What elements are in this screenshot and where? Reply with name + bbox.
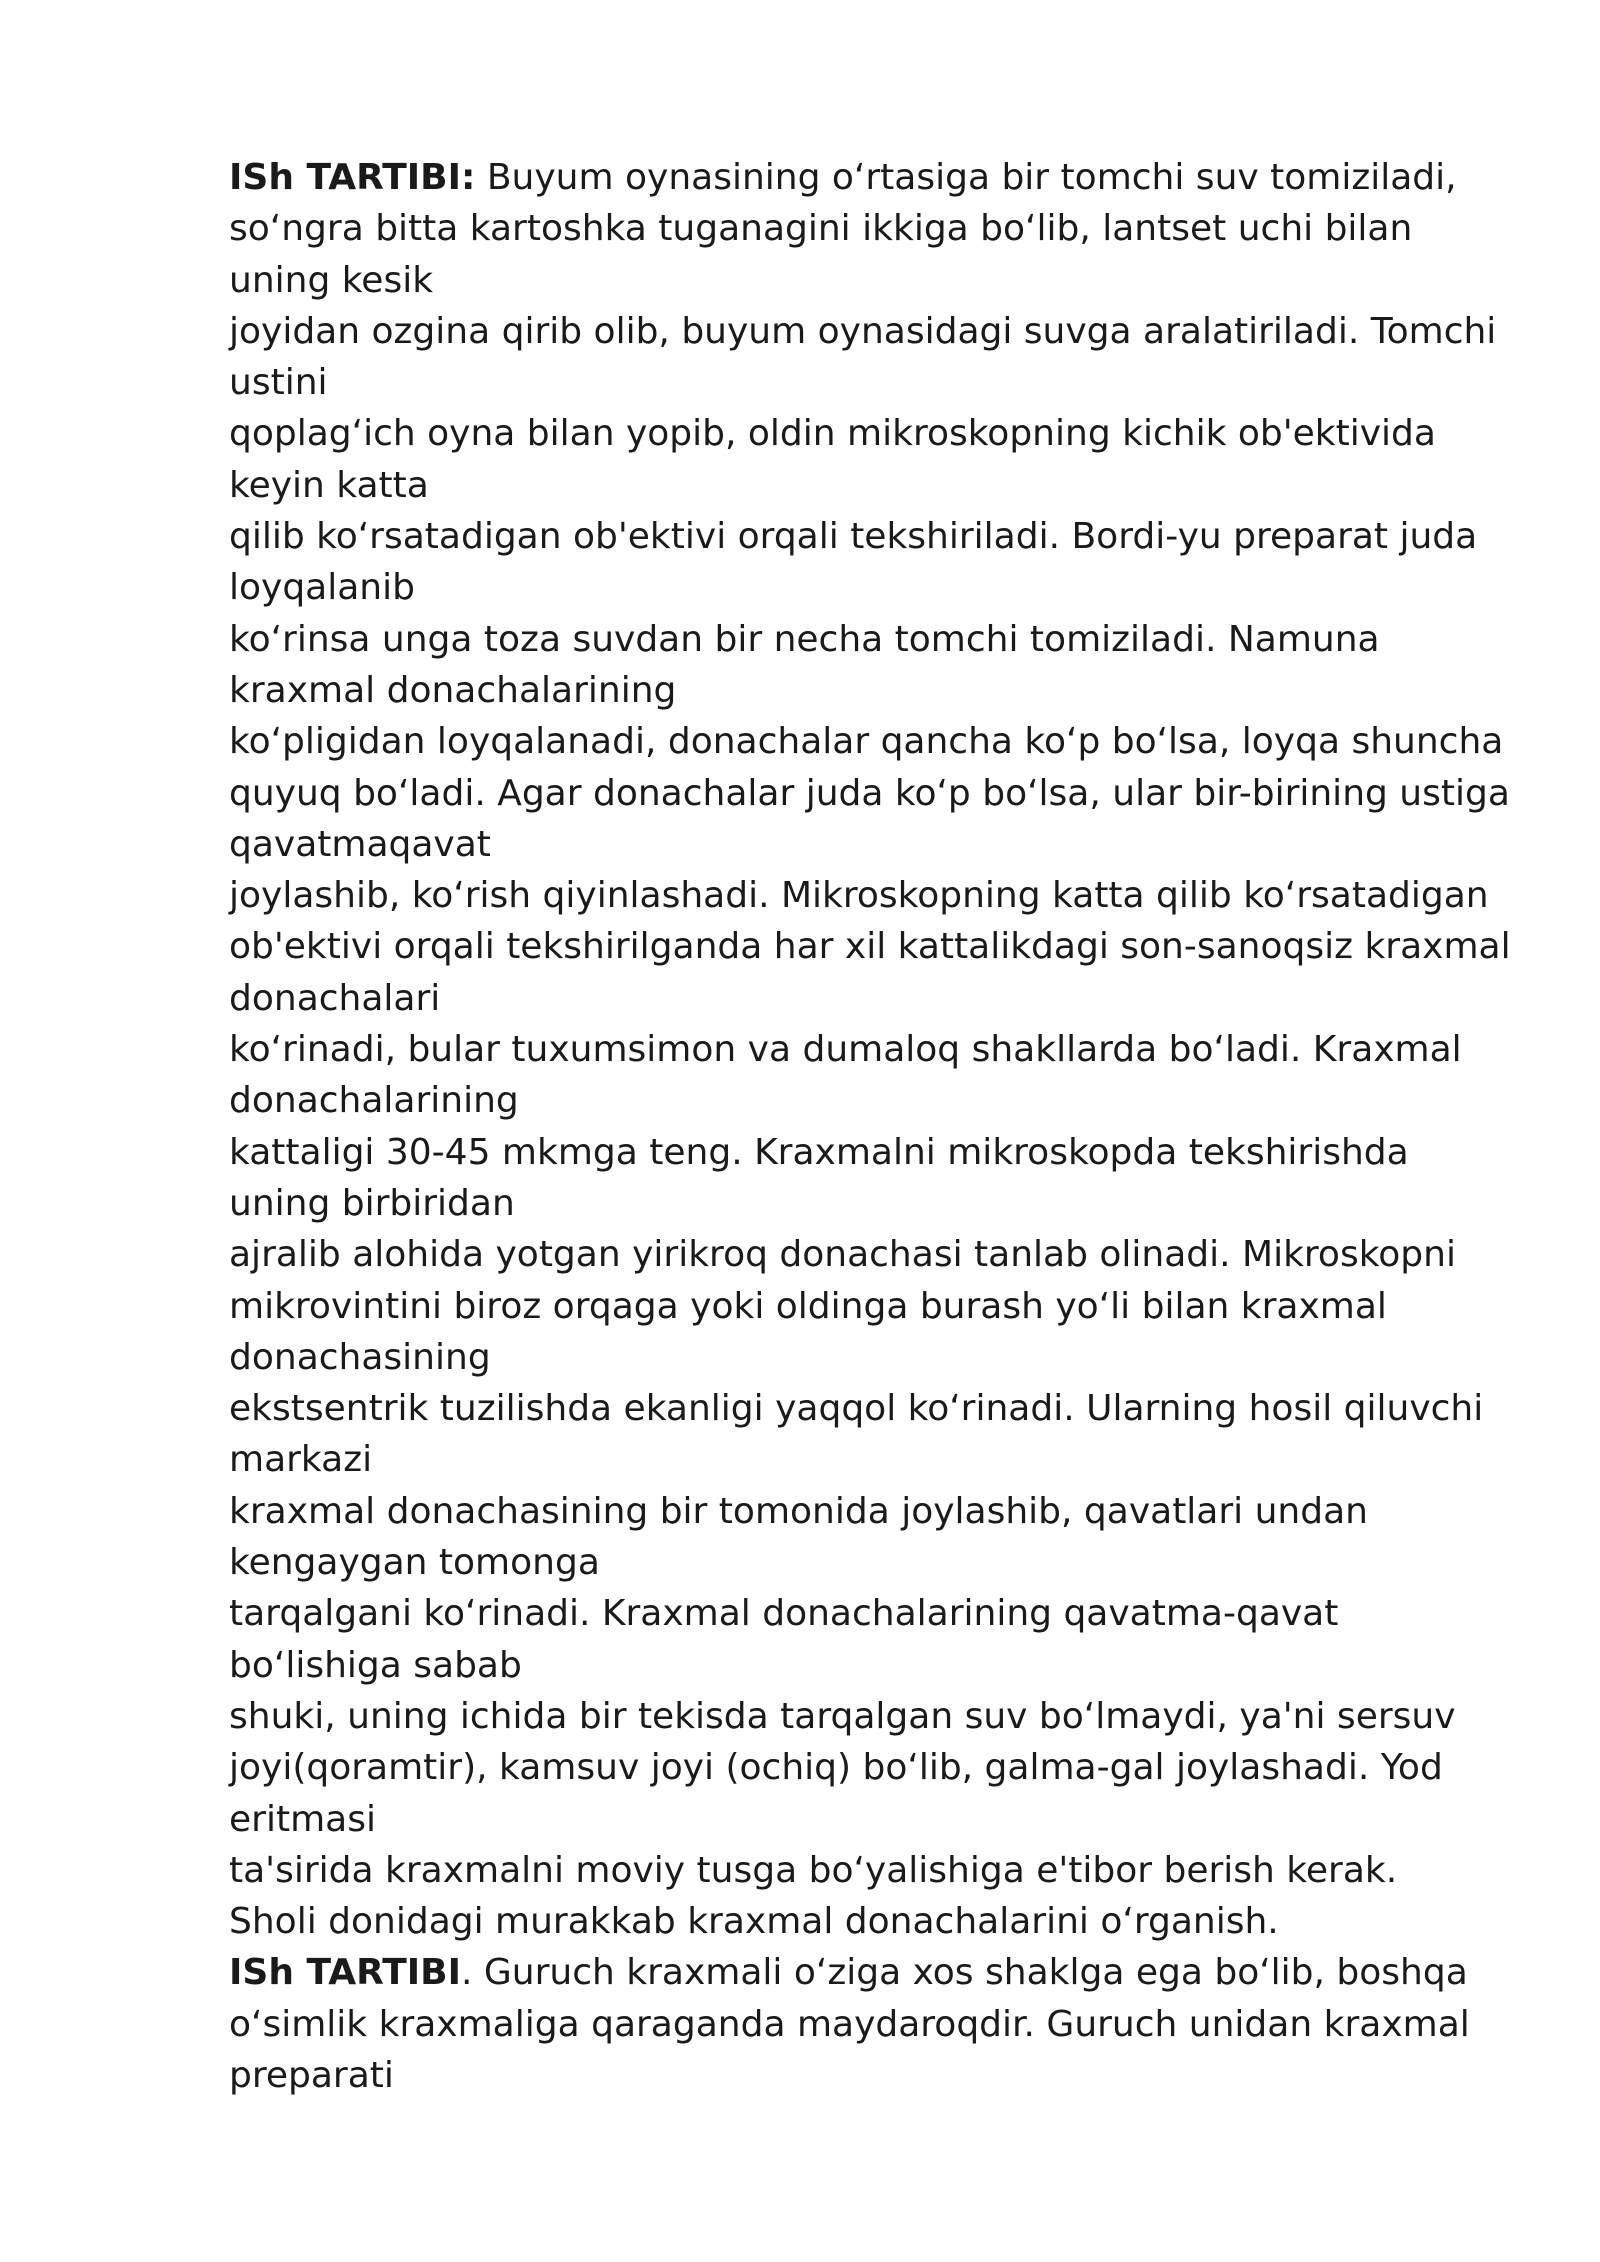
line-text: kattaligi 30-45 mkmga teng. Kraxmalni mikroskopda tekshirishda — [229, 1131, 1409, 1173]
line-text: joyidan ozgina qirib olib, buyum oynasidagi suvga aralatiriladi. Tomchi — [229, 310, 1497, 352]
line-text: tarqalgani ko‘rinadi. Kraxmal donachalarining qavatma-qavat — [229, 1593, 1339, 1635]
text-line — [229, 768, 1529, 819]
text-line — [229, 973, 1529, 1024]
line-text: donachalari — [229, 977, 441, 1019]
text-line — [229, 1024, 1529, 1075]
text-line — [229, 1383, 1529, 1434]
text-line — [229, 1281, 1529, 1332]
line-text: ko‘rinadi, bular tuxumsimon va dumaloq shakllarda bo‘ladi. Kraxmal — [229, 1029, 1462, 1071]
text-line — [229, 716, 1529, 767]
line-text: Buyum oynasining o‘rtasiga bir tomchi suv tomiziladi, — [475, 157, 1457, 198]
line-text: kraxmal donachasining bir tomonida joylashib, qavatlari undan — [229, 1490, 1368, 1532]
text-line — [229, 1332, 1529, 1383]
text-line — [229, 460, 1529, 511]
text-line — [229, 1947, 1529, 1998]
line-text: uning birbiridan — [229, 1182, 515, 1224]
text-line — [229, 1640, 1529, 1691]
text-line — [229, 255, 1529, 306]
line-text: so‘ngra bitta kartoshka tuganagini ikkiga bo‘lib, lantset uchi bilan — [229, 208, 1413, 250]
text-line — [229, 1588, 1529, 1639]
text-line — [229, 1486, 1529, 1537]
text-line — [229, 665, 1529, 716]
line-text: mikrovintini biroz orqaga yoki oldinga burash yo‘li bilan kraxmal — [229, 1285, 1387, 1327]
text-line — [229, 152, 1529, 203]
text-line — [229, 562, 1529, 613]
line-text: donachasining — [229, 1336, 491, 1378]
line-text: bo‘lishiga sabab — [229, 1644, 522, 1686]
line-text: . Guruch kraxmali o‘ziga xos shaklga ega bo‘lib, boshqa — [461, 1952, 1468, 1994]
section-heading: ISh TARTIBI — [229, 1952, 461, 1994]
line-text: ustini — [229, 362, 328, 404]
line-text: kraxmal donachalarining — [229, 669, 677, 711]
line-text: uning kesik — [229, 259, 434, 301]
line-text: donachalarining — [229, 1080, 519, 1122]
text-line — [229, 870, 1529, 921]
line-text: qavatmaqavat — [229, 823, 491, 865]
text-line — [229, 1434, 1529, 1485]
text-line — [229, 1229, 1529, 1280]
text-line — [229, 1691, 1529, 1742]
text-line — [229, 357, 1529, 408]
line-text: qoplag‘ich oyna bilan yopib, oldin mikroskopning kichik ob'ektivida — [229, 413, 1436, 455]
text-line — [229, 1537, 1529, 1588]
text-line — [229, 1178, 1529, 1229]
text-line — [229, 2050, 1529, 2101]
text-line — [229, 819, 1529, 870]
line-text: ko‘pligidan loyqalanadi, donachalar qancha ko‘p bo‘lsa, loyqa shuncha — [229, 721, 1504, 763]
text-line — [229, 1742, 1529, 1793]
text-line — [229, 203, 1529, 254]
text-line — [229, 1896, 1529, 1947]
line-text: kengaygan tomonga — [229, 1542, 600, 1584]
line-text: ta'sirida kraxmalni moviy tusga bo‘yalishiga e'tibor berish kerak. — [229, 1849, 1398, 1891]
line-text: markazi — [229, 1439, 373, 1481]
text-line — [229, 1999, 1529, 2050]
text-line — [229, 511, 1529, 562]
line-text: ko‘rinsa unga toza suvdan bir necha tomchi tomiziladi. Namuna — [229, 618, 1380, 660]
line-text: joylashib, ko‘rish qiyinlashadi. Mikroskopning katta qilib ko‘rsatadigan — [229, 875, 1489, 917]
line-text: loyqalanib — [229, 567, 415, 609]
line-text: joyi(qoramtir), kamsuv joyi (ochiq) bo‘lib, galma-gal joylashadi. Yod — [229, 1747, 1443, 1789]
text-line — [229, 1794, 1529, 1845]
line-text: eritmasi — [229, 1798, 376, 1840]
line-text: ajralib alohida yotgan yirikroq donachasi tanlab olinadi. Mikroskopni — [229, 1234, 1456, 1276]
document-body — [229, 152, 1529, 2101]
line-text: keyin katta — [229, 464, 429, 506]
line-text: preparati — [229, 2054, 394, 2096]
line-text: Sholi donidagi murakkab kraxmal donachalarini o‘rganish. — [229, 1901, 1279, 1943]
text-line — [229, 306, 1529, 357]
text-line — [229, 1075, 1529, 1126]
line-text: shuki, uning ichida bir tekisda tarqalgan suv bo‘lmaydi, ya'ni sersuv — [229, 1695, 1456, 1737]
line-text: qilib ko‘rsatadigan ob'ektivi orqali tekshiriladi. Bordi-yu preparat juda — [229, 516, 1478, 558]
line-text: quyuq bo‘ladi. Agar donachalar juda ko‘p bo‘lsa, ular bir-birining ustiga — [229, 772, 1510, 814]
line-text: ekstsentrik tuzilishda ekanligi yaqqol ko‘rinadi. Ularning hosil qiluvchi — [229, 1388, 1484, 1430]
section-heading: ISh TARTIBI: — [229, 157, 476, 198]
text-line — [229, 408, 1529, 459]
text-line — [229, 921, 1529, 972]
line-text: o‘simlik kraxmaliga qaraganda maydaroqdir. Guruch unidan kraxmal — [229, 2003, 1470, 2045]
text-line — [229, 614, 1529, 665]
text-line — [229, 1845, 1529, 1896]
text-line — [229, 1127, 1529, 1178]
line-text: ob'ektivi orqali tekshirilganda har xil kattalikdagi son-sanoqsiz kraxmal — [229, 926, 1511, 968]
